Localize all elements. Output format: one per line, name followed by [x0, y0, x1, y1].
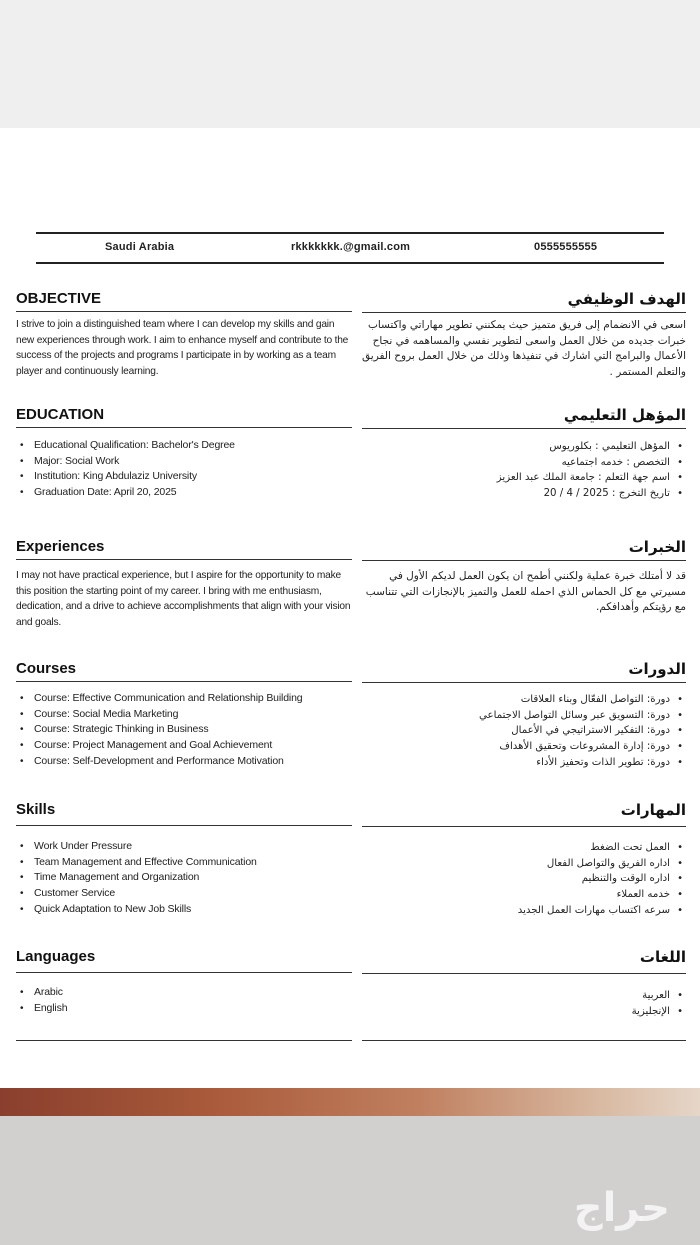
list-item: • التخصص : خدمه اجتماعيه: [362, 455, 686, 471]
section-rule: [16, 681, 352, 682]
list-item: • Major: Social Work: [16, 454, 352, 470]
contact-bottom-rule: [36, 262, 664, 264]
skills-list-ar: [362, 840, 686, 918]
education-list-ar: [362, 439, 686, 501]
list-item: • Educational Qualification: Bachelor's Degree: [16, 438, 352, 454]
list-item: • English: [16, 1001, 352, 1017]
list-item: • Quick Adaptation to New Job Skills: [16, 902, 352, 918]
education-ar: [362, 406, 686, 502]
skills-list-en: [16, 839, 352, 917]
experiences-en: [16, 538, 352, 630]
list-item: • اسم جهة التعلم : جامعة الملك عبد العزيز: [362, 470, 686, 486]
section-title: الهدف الوظيفي: [567, 290, 686, 308]
languages-list-en: [16, 985, 352, 1016]
list-item: • Institution: King Abdulaziz University: [16, 469, 352, 485]
list-item: • Team Management and Effective Communication: [16, 855, 352, 871]
section-rule: [16, 559, 352, 560]
section-title: Courses: [16, 660, 77, 677]
list-item: • دورة: التسويق عبر وسائل التواصل الاجتماعي: [362, 708, 686, 724]
list-item: • دورة: التواصل الفعّال وبناء العلاقات: [362, 692, 686, 708]
languages-en: [16, 948, 352, 1016]
list-item: • اداره الوقت والتنظيم: [362, 871, 686, 887]
section-title: Experiences: [16, 538, 105, 555]
list-item: • المؤهل التعليمي : بكلوريوس: [362, 439, 686, 455]
watermark-logo: حراج: [573, 1185, 670, 1231]
list-item: • تاريخ التخرج : 2025 / 4 / 20: [362, 486, 686, 502]
section-rule: [16, 427, 352, 428]
experiences-text-ar: قد لا أمتلك خبرة عملية ولكنني أطمح ان يكون العمل لديكم الأول في مسيرتي مع كل الحماس الذي احمله للعمل والتميز بالإنجازات التي تتناسب مع رؤيتكم وأهدافكم.: [365, 570, 686, 614]
contact-location: Saudi Arabia: [105, 241, 175, 253]
section-title: المهارات: [620, 801, 686, 819]
objective-text-en: I strive to join a distinguished team where I can develop my skills and gain new experiences through work. I aim to enhance myself and contribute to the success of the projects and programs I participate in by working as a team player and continuously learning.: [16, 319, 349, 377]
list-item: • العربية: [362, 988, 686, 1004]
section-title: Languages: [16, 948, 96, 965]
objective-text-ar: اسعى في الانضمام إلى فريق متميز حيث يمكنني تطوير مهاراتي واكتساب خبرات جديده من خلال العمل واسعى لتطوير نفسي والمساهمه في نجاح الأعمال والبرامج التي اشارك في تنفيذها وذلك من خلال العمل بروح الفريق والتعلم المستمر .: [362, 319, 686, 378]
skills-ar: [362, 801, 686, 918]
courses-list-en: [16, 691, 352, 769]
list-item: • Course: Social Media Marketing: [16, 707, 352, 723]
education-list-en: [16, 438, 352, 500]
section-title: EDUCATION: [16, 406, 105, 423]
list-item: • Time Management and Organization: [16, 870, 352, 886]
objective-ar: [362, 290, 686, 380]
end-rule-en: [16, 1040, 352, 1041]
section-rule: [362, 428, 686, 429]
courses-ar: [362, 660, 686, 770]
languages-list-ar: [362, 988, 686, 1019]
list-item: • سرعه اكتساب مهارات العمل الجديد: [362, 903, 686, 919]
list-item: • Work Under Pressure: [16, 839, 352, 855]
objective-en: [16, 290, 352, 379]
list-item: • Arabic: [16, 985, 352, 1001]
section-rule: [362, 560, 686, 561]
section-title: اللغات: [639, 948, 686, 966]
section-title: المؤهل التعليمي: [563, 406, 686, 424]
list-item: • Course: Project Management and Goal Achievement: [16, 738, 352, 754]
courses-en: [16, 660, 352, 769]
contact-top-rule: [36, 232, 664, 234]
section-rule: [16, 311, 352, 312]
section-title: الخبرات: [628, 538, 686, 556]
experiences-text-en: I may not have practical experience, but I aspire for the opportunity to make this position the starting point of my career. I bring with me enthusiasm, dedication, and a drive to achieve accomplishments that align with your vision and goals.: [16, 570, 351, 628]
list-item: • العمل تحت الضغط: [362, 840, 686, 856]
bottom-background: [0, 1116, 700, 1245]
section-rule: [362, 682, 686, 683]
experiences-ar: [362, 538, 686, 616]
section-title: OBJECTIVE: [16, 290, 102, 307]
languages-ar: [362, 948, 686, 1019]
photo-edge-strip: [0, 1088, 700, 1116]
section-rule: [16, 825, 352, 826]
section-rule: [362, 312, 686, 313]
list-item: • Course: Effective Communication and Relationship Building: [16, 691, 352, 707]
section-rule: [362, 826, 686, 827]
list-item: • دورة: التفكير الاستراتيجي في الأعمال: [362, 723, 686, 739]
education-en: [16, 406, 352, 501]
contact-phone: 0555555555: [534, 241, 598, 253]
top-margin: [0, 0, 700, 128]
contact-email: rkkkkkkk.@gmail.com: [291, 241, 411, 253]
list-item: • اداره الفريق والتواصل الفعال: [362, 856, 686, 872]
section-title: Skills: [16, 801, 56, 818]
list-item: • دورة: تطوير الذات وتحفيز الأداء: [362, 755, 686, 771]
list-item: • Course: Strategic Thinking in Business: [16, 722, 352, 738]
section-rule: [362, 973, 686, 974]
list-item: • خدمه العملاء: [362, 887, 686, 903]
list-item: • Customer Service: [16, 886, 352, 902]
section-rule: [16, 972, 352, 973]
section-title: الدورات: [628, 660, 686, 678]
list-item: • دورة: إدارة المشروعات وتحقيق الأهداف: [362, 739, 686, 755]
list-item: • Graduation Date: April 20, 2025: [16, 485, 352, 501]
list-item: • Course: Self-Development and Performance Motivation: [16, 754, 352, 770]
end-rule-ar: [362, 1040, 686, 1041]
list-item: • الإنجليزية: [362, 1004, 686, 1020]
courses-list-ar: [362, 692, 686, 770]
skills-en: [16, 801, 352, 917]
